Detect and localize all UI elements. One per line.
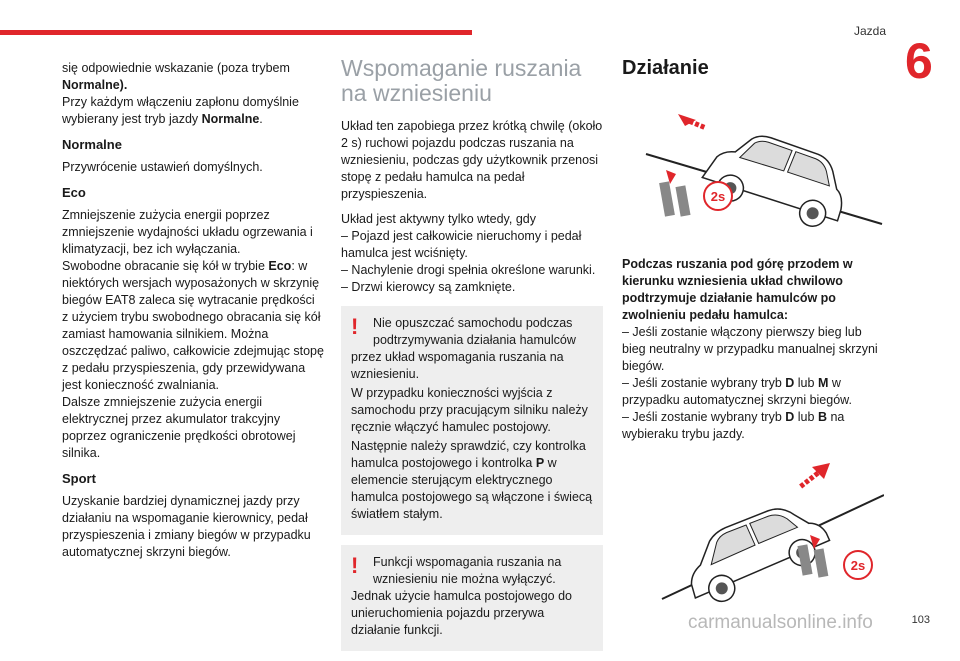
- item-text: – Jeśli zostanie wybrany tryb: [622, 376, 786, 390]
- heading-sport: Sport: [62, 471, 96, 486]
- downhill-car-illustration: [622, 453, 884, 603]
- eco-text-1: Zmniejszenie zużycia energii poprzez zmniejszenie wydajności układu ogrzewania i klimatyzacji, bez ich wyłączania.: [62, 208, 313, 256]
- eco-text-2a: Swobodne obracanie się kół w trybie: [62, 259, 269, 273]
- default-mode-bold: Normalne: [201, 112, 260, 126]
- chapter-number: 6: [905, 33, 933, 89]
- intro-text-bold: Normalne).: [62, 78, 128, 92]
- conditions-intro: Układ jest aktywny tylko wtedy, gdy: [341, 212, 536, 226]
- chapter-bar: [0, 30, 472, 35]
- column-operation: [622, 56, 884, 603]
- section-title: Wspomaganie ruszania na wzniesieniu: [341, 55, 582, 106]
- heading-normal: Normalne: [62, 137, 122, 152]
- item-bold: D: [785, 410, 795, 424]
- intro-text: się odpowiednie wskazanie (poza trybem: [62, 61, 290, 75]
- operation-item: – Jeśli zostanie włączony pierwszy bieg lub bieg neutralny w przypadku manualnej skrzyni biegów.: [622, 325, 878, 373]
- item-text: lub: [794, 376, 818, 390]
- normal-text: Przywrócenie ustawień domyślnych.: [62, 160, 263, 174]
- warning-text-b: P: [535, 456, 545, 470]
- column-hill-start-assist: [341, 56, 603, 661]
- item-text: – Jeśli zostanie wybrany tryb: [622, 410, 786, 424]
- item-bold: D: [785, 376, 795, 390]
- arrow-icon: [800, 463, 830, 487]
- operation-item: [622, 409, 884, 443]
- condition-item: – Nachylenie drogi spełnia określone warunki.: [341, 263, 596, 277]
- sport-text: Uzyskanie bardziej dynamicznej jazdy przy działaniu na wspomaganie kierownicy, pedał przyspieszenia i zmiany biegów w przypadku automatycznej skrzyni biegów.: [62, 494, 311, 559]
- warning-text: [351, 438, 593, 523]
- warning-icon: !: [351, 553, 359, 578]
- page-number: 103: [911, 614, 930, 626]
- timer-label: 2s: [710, 189, 726, 204]
- section-title: Działanie: [622, 57, 709, 79]
- warning-text-c: w elemencie sterującym elektrycznego hamulca postojowego są włączone i świecą światłem stałym.: [351, 456, 593, 521]
- warning-icon: !: [351, 314, 359, 339]
- arrow-icon: [678, 114, 706, 128]
- watermark: carmanualsonline.info: [688, 612, 873, 633]
- warning-box: [341, 306, 603, 535]
- eco-text-3: Dalsze zmniejszenie zużycia energii elektrycznej przez akumulator trakcyjny poprzez ograniczenie prędkości obrotowej silnika.: [62, 395, 296, 460]
- description: Układ ten zapobiega przez krótką chwilę (około 2 s) ruchowi pojazdu podczas ruszania na wzniesieniu, podczas gdy użytkownik przenosi stopę z pedału hamulca na pedał przyspieszenia.: [341, 119, 603, 201]
- heading-eco: Eco: [62, 185, 86, 200]
- pedal-icon: [659, 170, 690, 217]
- warning-box: [341, 545, 603, 651]
- eco-text-2b: Eco: [268, 259, 292, 273]
- item-text: w przypadku automatycznej skrzyni biegów.: [622, 376, 852, 407]
- warning-text: Nie opuszczać samochodu podczas podtrzymywania działania hamulców przez układ wspomagania ruszania na wzniesieniu.: [351, 316, 576, 381]
- operation-lead: Podczas ruszania pod górę przodem w kierunku wzniesienia układ chwilowo podtrzymuje działanie hamulców po zwolnieniu pedału hamulca:: [622, 257, 853, 322]
- item-bold: B: [817, 410, 827, 424]
- default-mode-text: Przy każdym włączeniu zapłonu domyślnie wybierany jest tryb jazdy: [62, 95, 299, 126]
- default-mode-end: .: [259, 112, 263, 126]
- eco-paragraph: [62, 207, 324, 462]
- column-driving-modes: [62, 60, 324, 569]
- operation-item: [622, 375, 884, 409]
- eco-text-2c: : w niektórych wersjach wyposażonych w skrzynię biegów EAT8 zaleca się wytracanie prędkości z użyciem trybu swobodnego obracania się kół zamiast hamowania silnikiem. Można oszczędzać paliwo, całkowicie zdejmując stopę z pedału przyspieszenia, gdy przewidywana jest konieczność zwalniania.: [62, 259, 324, 392]
- intro-paragraph: [62, 60, 324, 128]
- warning-text: Funkcji wspomagania ruszania na wzniesieniu nie można wyłączyć. Jednak użycie hamulca postojowego do unieruchomienia pojazdu przerywa działanie funkcji.: [351, 555, 572, 637]
- uphill-car-illustration: [622, 92, 884, 232]
- warning-text: W przypadku konieczności wyjścia z samochodu przy pracującym silniku należy ręcznie włączyć hamulec postojowy.: [351, 386, 588, 434]
- warning-text-a: Następnie należy sprawdzić, czy kontrolka hamulca postojowego i kontrolka: [351, 439, 586, 470]
- item-bold: M: [817, 376, 829, 390]
- condition-item: – Pojazd jest całkowicie nieruchomy i pedał hamulca jest wciśnięty.: [341, 229, 582, 260]
- chapter-title: Jazda: [853, 24, 886, 38]
- timer-label: 2s: [850, 558, 866, 573]
- item-text: na wybieraku trybu jazdy.: [622, 410, 845, 441]
- item-text: lub: [794, 410, 818, 424]
- condition-item: – Drzwi kierowcy są zamknięte.: [341, 280, 516, 294]
